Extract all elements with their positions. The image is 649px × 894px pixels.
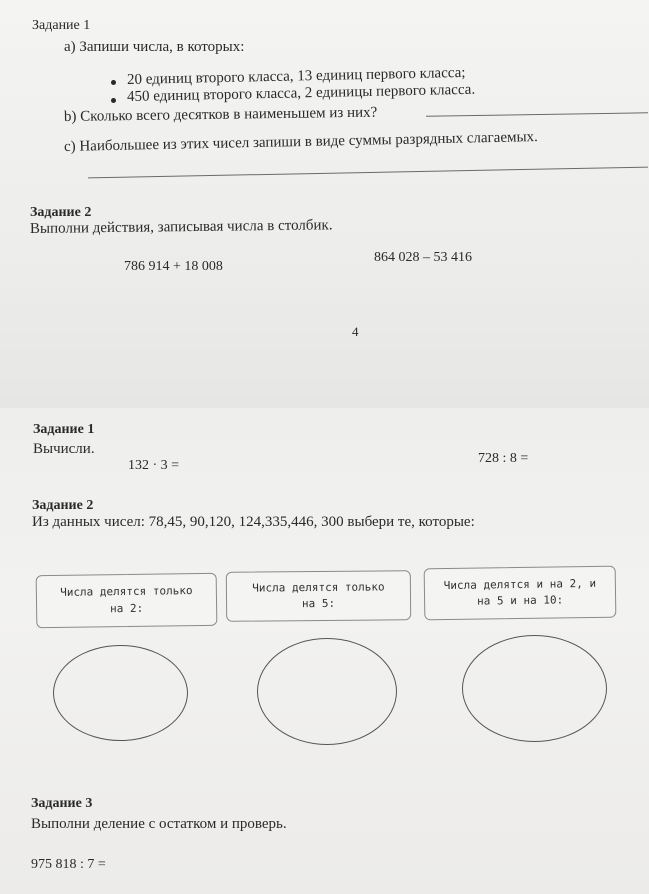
task1-bullet-1: 20 единиц второго класса, 13 единиц первого класса; (126, 64, 466, 88)
category-box-line-2: на 5: (301, 596, 336, 611)
task1-part-b: b) Сколько всего десятков в наименьшем из них? (63, 104, 378, 125)
category-box-only-5 (226, 570, 411, 622)
answer-oval-2[interactable] (257, 638, 397, 745)
category-box-line-1: Числа делятся и на 2, и (443, 576, 597, 592)
task2-title: Задание 2 (32, 498, 94, 513)
task1-title: Задание 1 (32, 18, 91, 33)
category-box-line-1: Числа делятся только (252, 579, 385, 595)
task1-expression-2: 728 : 8 = (478, 451, 529, 466)
task1-expression-1: 132 · 3 = (128, 458, 180, 473)
answer-oval-3[interactable] (462, 635, 607, 742)
task1-title: Задание 1 (33, 422, 95, 437)
task2-expression-2: 864 028 – 53 416 (374, 250, 472, 265)
category-box-line-2: на 2: (109, 601, 144, 615)
bullet-dot (111, 98, 116, 103)
task3-expression: 975 818 : 7 = (31, 857, 106, 872)
task3-instruction: Выполни деление с остатком и проверь. (31, 816, 287, 832)
category-box-only-2 (36, 573, 218, 629)
task1-part-c: с) Наибольшее из этих чисел запиши в виде суммы разрядных слагаемых. (63, 129, 539, 155)
task1-part-a: а) Запиши числа, в которых: (64, 39, 245, 55)
task3-title: Задание 3 (31, 796, 93, 811)
task1-instruction: Вычисли. (33, 441, 95, 457)
answer-line-c[interactable] (88, 167, 648, 179)
task2-instruction: Из данных чисел: 78,45, 90,120, 124,335,446, 300 выбери те, которые: (32, 514, 475, 530)
task1-bullet-2: 450 единиц второго класса, 2 единицы первого класса. (126, 81, 476, 105)
answer-oval-1[interactable] (53, 645, 188, 741)
page-number: 4 (352, 324, 359, 339)
category-box-line-1: Числа делятся только (60, 584, 193, 599)
task2-expression-1: 786 914 + 18 008 (124, 259, 223, 274)
category-box-line-2: на 5 и на 10: (476, 593, 564, 608)
category-box-2-5-10 (424, 566, 617, 621)
task2-instruction: Выполни действия, записывая числа в столбик. (29, 217, 333, 237)
bullet-dot (111, 80, 116, 85)
task2-title: Задание 2 (30, 205, 92, 220)
answer-line-b[interactable] (426, 112, 648, 116)
worksheet-page-1 (0, 0, 649, 412)
worksheet-page-2 (0, 408, 649, 894)
